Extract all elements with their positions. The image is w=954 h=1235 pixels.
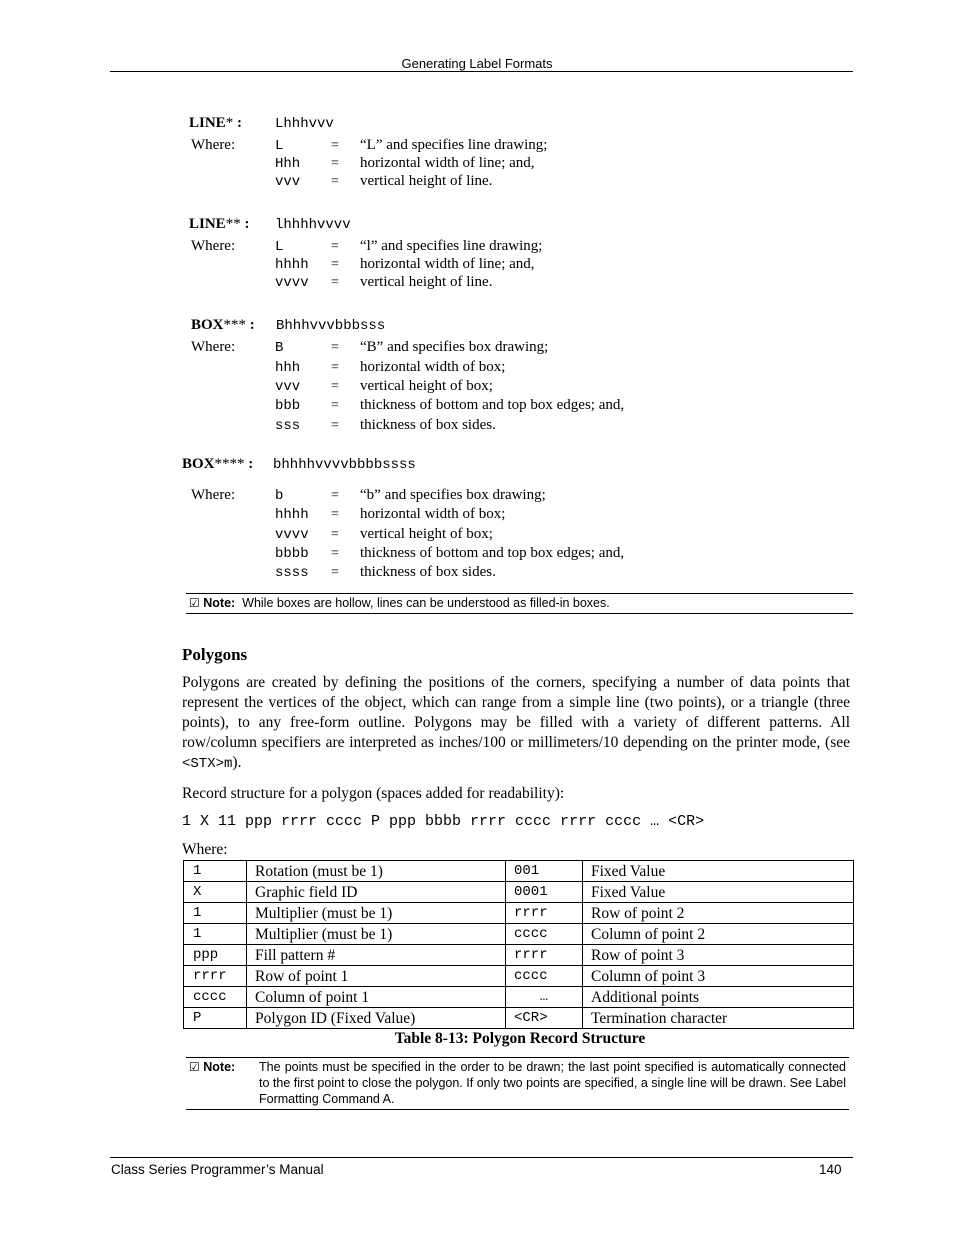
- field-code: bbbb: [275, 546, 309, 562]
- equals-sign: =: [331, 360, 339, 375]
- equals-sign: =: [331, 174, 339, 189]
- field-description: vertical height of line.: [360, 274, 493, 290]
- where-label: Where:: [191, 339, 236, 355]
- table-caption: Table 8-13: Polygon Record Structure: [394, 1030, 646, 1047]
- field-description: Column of point 2: [583, 924, 854, 945]
- field-description: Multiplier (must be 1): [247, 903, 506, 924]
- field-description: Multiplier (must be 1): [247, 924, 506, 945]
- field-code: rrrr: [506, 945, 583, 966]
- header-rule: [110, 71, 853, 72]
- format-code: Bhhhvvvbbbsss: [276, 318, 386, 334]
- where-label: Where:: [191, 137, 236, 153]
- table-row: [184, 882, 854, 903]
- paragraph-text: Polygons are created by defining the positions of the corners, specifying a number of data points that represent the vertices of the object, which can range from a simple line (two points), or a triangle (three points), to any free-form outline. Polygons may be filled with a variety of different patterns. All row/column specifiers are interpreted as inches/100 or millimeters/10 depending on the printer mode, (see: [182, 674, 850, 751]
- field-code: 1: [184, 924, 247, 945]
- format-footnote-stars: ****: [214, 456, 245, 472]
- polygons-paragraph: [182, 673, 850, 774]
- field-description: Row of point 3: [583, 945, 854, 966]
- format-footnote-stars: **: [225, 216, 241, 232]
- field-code: ssss: [275, 565, 309, 581]
- field-description: “B” and specifies box drawing;: [360, 339, 549, 355]
- definition-row: [0, 274, 954, 294]
- field-code: L: [275, 138, 284, 154]
- field-code: sss: [275, 418, 301, 434]
- field-description: Polygon ID (Fixed Value): [247, 1008, 506, 1029]
- field-description: horizontal width of line; and,: [360, 155, 535, 171]
- page-number: 140: [819, 1162, 842, 1177]
- definition-row: [0, 359, 954, 379]
- field-code: cccc: [506, 924, 583, 945]
- table-row: [184, 1008, 854, 1029]
- equals-sign: =: [331, 527, 339, 542]
- field-code: ppp: [184, 945, 247, 966]
- table-row: [184, 903, 854, 924]
- field-description: vertical height of box;: [360, 378, 493, 394]
- polygon-record-table: [183, 860, 854, 1029]
- format-name: BOX: [182, 456, 215, 472]
- note-text: While boxes are hollow, lines can be understood as filled-in boxes.: [242, 596, 610, 610]
- inline-code: <STX>m: [182, 756, 233, 772]
- field-code: …: [506, 987, 583, 1008]
- equals-sign: =: [331, 257, 339, 272]
- equals-sign: =: [331, 507, 339, 522]
- field-description: Fixed Value: [583, 861, 854, 882]
- paragraph-text-end: ).: [232, 754, 242, 771]
- note-rule-top: [186, 593, 853, 594]
- footer-manual-title: Class Series Programmer’s Manual: [111, 1162, 324, 1177]
- definition-row: [0, 397, 954, 417]
- field-code: L: [275, 239, 284, 255]
- note-box-label: [189, 1060, 235, 1074]
- format-code: Lhhhvvv: [275, 116, 334, 132]
- note-box: [189, 596, 610, 610]
- field-description: thickness of box sides.: [360, 564, 496, 580]
- field-description: vertical height of box;: [360, 526, 493, 542]
- field-description: vertical height of line.: [360, 173, 493, 189]
- field-description: thickness of bottom and top box edges; and,: [360, 397, 625, 413]
- page-header-title: Generating Label Formats: [401, 56, 553, 71]
- field-description: Column of point 1: [247, 987, 506, 1008]
- format-footnote-stars: *: [225, 115, 234, 131]
- definition-row: [0, 238, 954, 258]
- equals-sign: =: [331, 239, 339, 254]
- note-rule-top: [186, 1057, 849, 1058]
- field-description: “l” and specifies line drawing;: [360, 238, 543, 254]
- checkbox-icon: ☑: [189, 1060, 200, 1074]
- field-code: b: [275, 488, 284, 504]
- definition-row: [0, 506, 954, 526]
- format-footnote-stars: ***: [223, 317, 247, 333]
- table-row: [184, 966, 854, 987]
- note-rule-bottom: [186, 1109, 849, 1110]
- format-label: BOX**** :: [182, 456, 254, 472]
- note-text: The points must be specified in the order to be drawn; the last point specified is automatically connected to the first point to close the polygon. If only two points are specified, a single line will be drawn. See Label Formatting Command A.: [259, 1060, 846, 1106]
- table-row: [184, 924, 854, 945]
- note-label: Note:: [203, 1060, 236, 1074]
- field-code: 1: [184, 903, 247, 924]
- field-description: thickness of box sides.: [360, 417, 496, 433]
- equals-sign: =: [331, 379, 339, 394]
- format-code: lhhhhvvvv: [275, 217, 351, 233]
- footer-rule: [110, 1157, 853, 1158]
- field-code: hhhh: [275, 257, 309, 273]
- record-structure-code: 1 X 11 ppp rrrr cccc P ppp bbbb rrrr cccc rrrr cccc … <CR>: [182, 813, 705, 830]
- equals-sign: =: [331, 340, 339, 355]
- field-code: cccc: [184, 987, 247, 1008]
- field-description: horizontal width of box;: [360, 506, 506, 522]
- field-code: vvvv: [275, 275, 309, 291]
- checkbox-icon: ☑: [189, 596, 200, 610]
- field-code: 001: [506, 861, 583, 882]
- record-structure-text: Record structure for a polygon (spaces added for readability):: [182, 785, 565, 802]
- field-description: Column of point 3: [583, 966, 854, 987]
- equals-sign: =: [331, 138, 339, 153]
- field-code: Hhh: [275, 156, 301, 172]
- field-description: Row of point 1: [247, 966, 506, 987]
- field-code: rrrr: [506, 903, 583, 924]
- table-row: [184, 861, 854, 882]
- definition-row: [0, 526, 954, 546]
- equals-sign: =: [331, 398, 339, 413]
- field-description: horizontal width of box;: [360, 359, 506, 375]
- field-code: cccc: [506, 966, 583, 987]
- definition-row: [0, 545, 954, 565]
- field-code: vvvv: [275, 527, 309, 543]
- field-description: Termination character: [583, 1008, 854, 1029]
- equals-sign: =: [331, 565, 339, 580]
- definition-row: [0, 564, 954, 584]
- field-description: “L” and specifies line drawing;: [360, 137, 548, 153]
- definition-row: [0, 487, 954, 507]
- equals-sign: =: [331, 418, 339, 433]
- format-code: bhhhhvvvvbbbbssss: [273, 457, 416, 473]
- field-code: rrrr: [184, 966, 247, 987]
- format-label: LINE* :: [189, 115, 242, 131]
- field-code: vvv: [275, 174, 301, 190]
- definition-row: [0, 378, 954, 398]
- equals-sign: =: [331, 156, 339, 171]
- field-description: Additional points: [583, 987, 854, 1008]
- field-code: hhhh: [275, 507, 309, 523]
- where-label: Where:: [182, 841, 228, 858]
- definition-row: [0, 339, 954, 359]
- field-description: Graphic field ID: [247, 882, 506, 903]
- field-code: P: [184, 1008, 247, 1029]
- format-label: BOX*** :: [191, 317, 255, 333]
- section-heading: Polygons: [182, 645, 248, 664]
- note-rule-bottom: [186, 613, 853, 614]
- field-description: thickness of bottom and top box edges; and,: [360, 545, 625, 561]
- field-description: Row of point 2: [583, 903, 854, 924]
- format-name: BOX: [191, 317, 224, 333]
- field-code: B: [275, 340, 284, 356]
- field-description: horizontal width of line; and,: [360, 256, 535, 272]
- equals-sign: =: [331, 488, 339, 503]
- field-code: 0001: [506, 882, 583, 903]
- field-code: bbb: [275, 398, 301, 414]
- where-label: Where:: [191, 238, 236, 254]
- equals-sign: =: [331, 275, 339, 290]
- note-label: Note:: [203, 596, 236, 610]
- field-code: vvv: [275, 379, 301, 395]
- where-label: Where:: [191, 487, 236, 503]
- field-description: “b” and specifies box drawing;: [360, 487, 546, 503]
- definition-row: [0, 155, 954, 175]
- table-row: [184, 945, 854, 966]
- definition-row: [0, 137, 954, 157]
- table-row: [184, 987, 854, 1008]
- definition-row: [0, 417, 954, 437]
- field-code: X: [184, 882, 247, 903]
- field-description: Fill pattern #: [247, 945, 506, 966]
- field-code: 1: [184, 861, 247, 882]
- field-code: <CR>: [506, 1008, 583, 1029]
- format-label: LINE** :: [189, 216, 250, 232]
- field-description: Rotation (must be 1): [247, 861, 506, 882]
- format-name: LINE: [189, 216, 226, 232]
- field-code: hhh: [275, 360, 301, 376]
- definition-row: [0, 173, 954, 193]
- field-description: Fixed Value: [583, 882, 854, 903]
- format-name: LINE: [189, 115, 226, 131]
- equals-sign: =: [331, 546, 339, 561]
- definition-row: [0, 256, 954, 276]
